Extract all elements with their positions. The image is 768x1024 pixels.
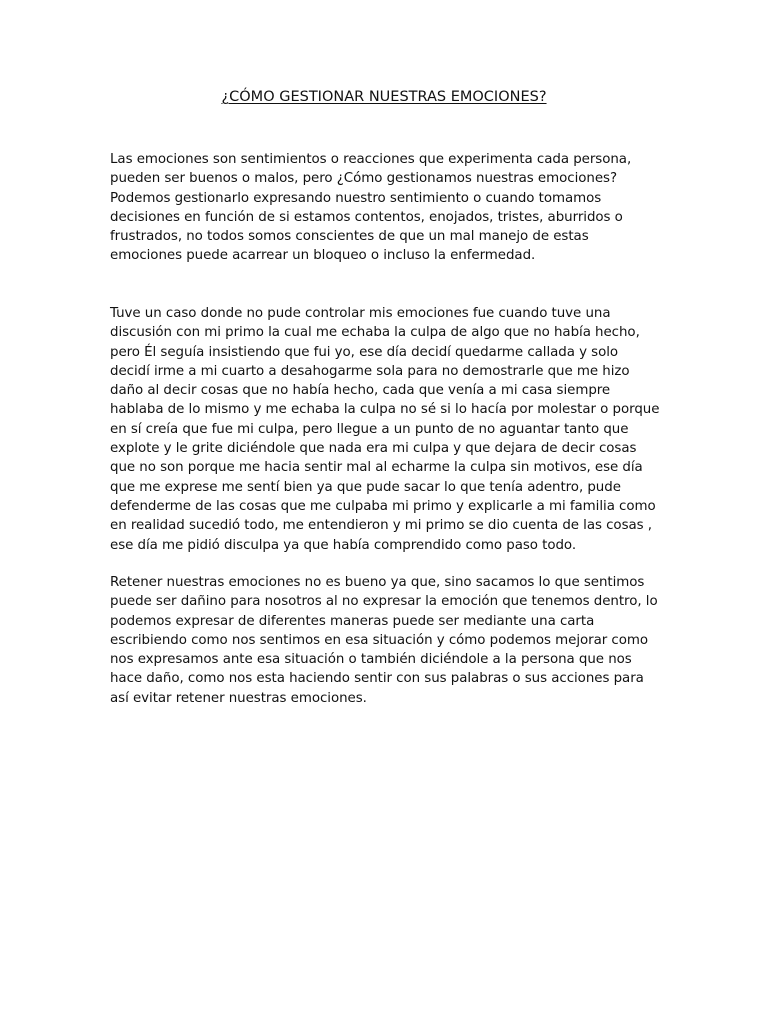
- paragraph-3: Retener nuestras emociones no es bueno ya que, sino sacamos lo que sentimos puede ser dañino para nosotros al no expresar la emoción que tenemos dentro, lo podemos expresar de diferentes maneras puede ser mediante una carta escribiendo como nos sentimos en esa situación y cómo podemos mejorar como nos expresamos ante esa situación o también diciéndole a la persona que nos hace daño, como nos esta haciendo sentir con sus palabras o sus acciones para así evitar retener nuestras emociones.: [110, 575, 658, 706]
- paragraph-1: Las emociones son sentimientos o reacciones que experimenta cada persona, pueden ser buenos o malos, pero ¿Cómo gestionamos nuestras emociones? Podemos gestionarlo expresando nuestro sentimiento o cuando tomamos decisiones en función de si estamos contentos, enojados, tristes, aburridos o frustrados, no todos somos conscientes de que un mal manejo de estas emociones puede acarrear un bloqueo o incluso la enfermedad.: [110, 152, 632, 264]
- document-title: ¿CÓMO GESTIONAR NUESTRAS EMOCIONES?: [221, 89, 547, 105]
- paragraph-2: Tuve un caso donde no pude controlar mis emociones fue cuando tuve una discusión con mi primo la cual me echaba la culpa de algo que no había hecho, pero Él seguía insistiendo que fui yo, ese día decidí quedarme callada y solo decidí irme a mi cuarto a desahogarme sola para no demostrarle que me hizo daño al decir cosas que no había hecho, cada que venía a mi casa siempre hablaba de lo mismo y me echaba la culpa no sé si lo hacía por molestar o porque en sí creía que fue mi culpa, pero llegue a un punto de no aguantar tanto que explote y le grite diciéndole que nada era mi culpa y que dejara de decir cosas que no son porque me hacia sentir mal al echarme la culpa sin motivos, ese día que me exprese me sentí bien ya que pude sacar lo que tenía adentro, pude defenderme de las cosas que me culpaba mi primo y explicarle a mi familia como en realidad sucedió todo, me entendieron y mi primo se dio cuenta de las cosas , ese día me pidió disculpa ya que había comprendido como paso todo.: [110, 306, 660, 553]
